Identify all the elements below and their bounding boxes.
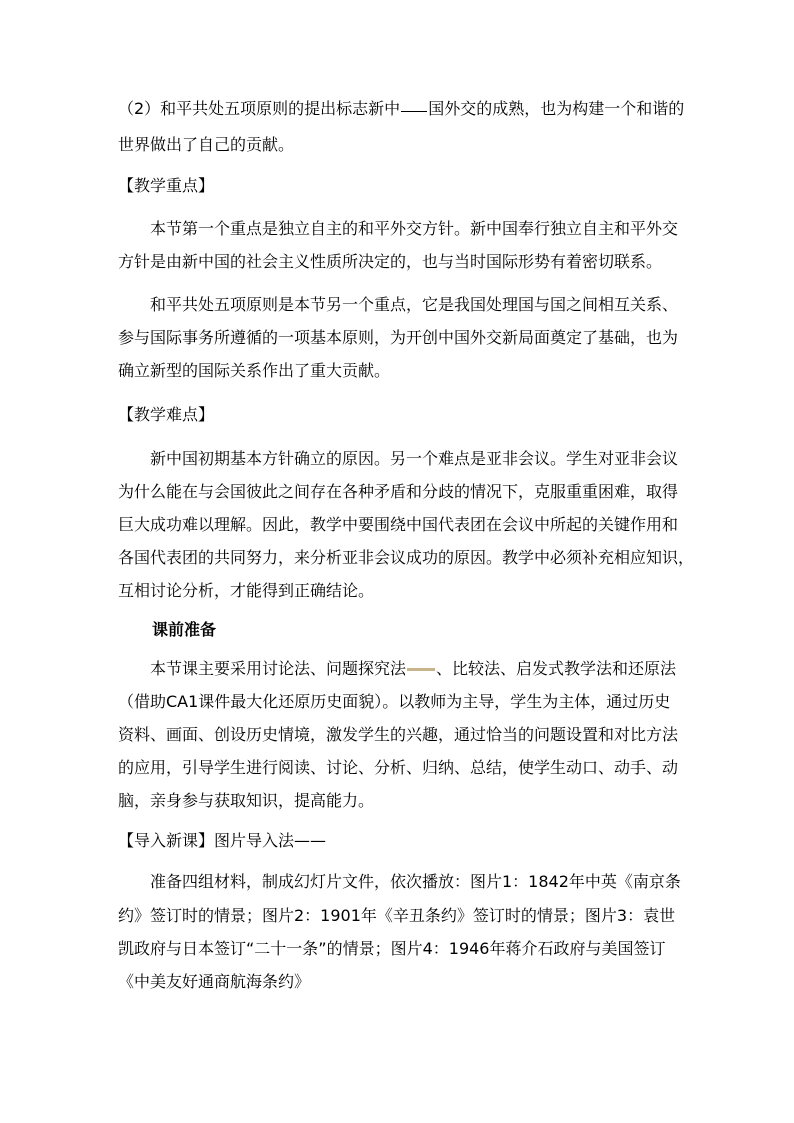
heading-teaching-difficulty: 【教学难点】	[118, 405, 215, 424]
paragraph-1-text-b: 国外交的成熟，也为构建一个和谐的	[428, 99, 685, 118]
paragraph-4-line-4: 各国代表团的共同努力，来分析亚非会议成功的原因。教学中必须补充相应知识，	[118, 548, 695, 567]
paragraph-4-line-1: 新中国初期基本方针确立的原因。另一个难点是亚非会议。学生对亚非会议	[150, 449, 679, 468]
paragraph-6-line-4: 《中美友好通商航海条约》	[118, 972, 311, 991]
heading-preparation: 课前准备	[152, 620, 217, 639]
paragraph-6-line-2: 约》签订时的情景；图片2：1901年《辛丑条约》签订时的情景；图片3：袁世	[118, 906, 676, 925]
paragraph-3-line-2: 参与国际事务所遵循的一项基本原则，为开创中国外交新局面奠定了基础，也为	[118, 328, 679, 347]
paragraph-1-text-a: （2）和平共处五项原则的提出标志新中	[118, 99, 401, 118]
paragraph-4-line-2: 为什么能在与会国彼此之间存在各种矛盾和分歧的情况下，克服重重困难，取得	[118, 482, 679, 501]
paragraph-4-line-5: 互相讨论分析，才能得到正确结论。	[118, 581, 375, 600]
paragraph-6-line-1: 准备四组材料，制成幻灯片文件，依次播放：图片1：1842年中英《南京条	[150, 872, 681, 891]
paragraph-5-line-2: （借助CA1课件最大化还原历史面貌）。以教师为主导，学生为主体，通过历史	[118, 692, 671, 711]
paragraph-3-line-1: 和平共处五项原则是本节另一个重点，它是我国处理国与国之间相互关系、	[150, 295, 679, 314]
highlight-mark	[407, 668, 435, 671]
paragraph-5-line-4: 的应用，引导学生进行阅读、讨论、分析、归纳、总结，使学生动口、动手、动	[118, 758, 679, 777]
paragraph-2-line-2: 方针是由新中国的社会主义性质所决定的，也与当时国际形势有着密切联系。	[118, 252, 663, 271]
paragraph-1-line-1	[118, 99, 684, 119]
paragraph-3-line-3: 确立新型的国际关系作出了重大贡献。	[118, 361, 391, 380]
paragraph-5-text-b: 、比较法、启发式教学法和还原法	[436, 659, 677, 678]
paragraph-5-line-3: 资料、画面、创设历史情境，激发学生的兴趣，通过恰当的问题设置和对比方法	[118, 725, 679, 744]
paragraph-5-text-a: 本节课主要采用讨论法、问题探究法	[150, 659, 407, 678]
paragraph-4-line-3: 巨大成功难以理解。因此，教学中要围绕中国代表团在会议中所起的关键作用和	[118, 515, 679, 534]
paragraph-2-line-1: 本节第一个重点是独立自主的和平外交方针。新中国奉行独立自主和平外交	[150, 219, 679, 238]
paragraph-5-line-5: 脑，亲身参与获取知识，提高能力。	[118, 791, 375, 810]
heading-teaching-focus: 【教学重点】	[118, 176, 215, 195]
paragraph-6-line-3: 凯政府与日本签订“二十一条”的情景；图片4：1946年蒋介石政府与美国签订	[118, 939, 666, 958]
paragraph-1-line-2: 世界做出了自己的贡献。	[118, 135, 295, 154]
paragraph-5-line-1	[150, 659, 676, 679]
blank-underline	[401, 111, 427, 112]
heading-lesson-intro: 【导入新课】图片导入法——	[118, 831, 327, 850]
